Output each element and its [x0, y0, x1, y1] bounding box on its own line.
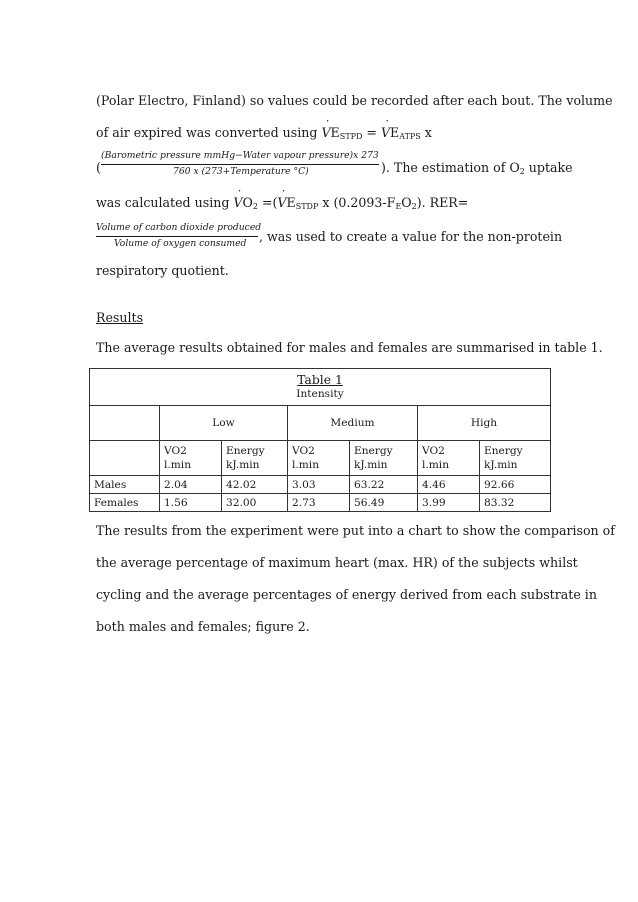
col-energy-line1: Energy	[484, 445, 523, 457]
results-intro: The average results obtained for males and females are summarised in table 1.	[96, 340, 603, 355]
paragraph-line-5-post: , was used to create a value for the non-protein	[259, 229, 563, 244]
table-cell: 4.46	[418, 476, 480, 494]
table-title: Table 1	[297, 372, 343, 387]
subscript: 2	[411, 202, 417, 211]
fraction-1-bar	[101, 164, 379, 165]
col-energy-line2: kJ.min	[354, 459, 388, 471]
table-cell: 92.66	[480, 476, 551, 494]
fraction-2-denominator: Volume of oxygen consumed	[114, 238, 247, 249]
table-cell: 83.32	[480, 494, 551, 512]
text-segment: O	[401, 195, 412, 210]
text-segment: was calculated using	[96, 195, 234, 210]
table-cell: 63.22	[350, 476, 418, 494]
paragraph-line-2	[96, 125, 432, 141]
text-segment: O	[242, 195, 253, 210]
table-cell: 3.99	[418, 494, 480, 512]
closing-line-4: both males and females; figure 2.	[96, 619, 310, 634]
col-energy-line1: Energy	[354, 445, 393, 457]
table-cell: 3.03	[288, 476, 350, 494]
v-dot-symbol: V ˙	[277, 195, 286, 211]
subscript: E	[395, 202, 402, 211]
text-segment: of air expired was converted using	[96, 125, 322, 140]
text-segment: E	[330, 125, 340, 140]
col-vo2-high: VO2 l.min	[418, 441, 480, 476]
table-subheader-blank	[90, 441, 160, 476]
text-segment: x (0.2093-F	[318, 195, 396, 210]
table-cell: 1.56	[160, 494, 222, 512]
fraction-1-denominator: 760 x (273+Temperature °C)	[173, 166, 309, 177]
col-energy-medium	[350, 441, 418, 476]
table-cell: 2.04	[160, 476, 222, 494]
subscript: STPD	[339, 132, 363, 141]
level-medium: Medium	[288, 406, 418, 441]
table-corner-cell	[90, 406, 160, 441]
row-label: Females	[90, 494, 160, 512]
subscript: 2	[519, 167, 525, 176]
subscript: STDP	[295, 202, 319, 211]
table-subheader-row	[90, 441, 551, 476]
paragraph-line-3-open: (	[96, 160, 101, 175]
col-energy-line1: Energy	[226, 445, 265, 457]
closing-line-1: The results from the experiment were put into a chart to show the comparison of	[96, 523, 615, 538]
col-energy-line2: kJ.min	[484, 459, 518, 471]
subscript: ATPS	[399, 132, 421, 141]
col-energy-line2: kJ.min	[226, 459, 260, 471]
closing-line-3: cycling and the average percentages of energy derived from each substrate in	[96, 587, 597, 602]
table-title-cell	[90, 369, 551, 406]
table-cell: 2.73	[288, 494, 350, 512]
col-vo2-medium: VO2 l.min	[288, 441, 350, 476]
table-cell: 42.02	[222, 476, 288, 494]
text-segment: ). The estimation of O	[381, 160, 520, 175]
text-segment: =(	[257, 195, 278, 210]
closing-line-2: the average percentage of maximum heart (max. HR) of the subjects whilst	[96, 555, 578, 570]
v-dot-symbol: V ˙	[381, 125, 390, 141]
paragraph-line-4	[96, 195, 468, 211]
fraction-2-bar	[96, 236, 258, 237]
text-segment: uptake	[524, 160, 573, 175]
table-row	[90, 494, 551, 512]
text-segment: E	[286, 195, 296, 210]
col-vo2-low: VO2 l.min	[160, 441, 222, 476]
paragraph-line-1: (Polar Electro, Finland) so values could be recorded after each bout. The volume	[96, 93, 613, 108]
table-cell: 56.49	[350, 494, 418, 512]
table-level-row	[90, 406, 551, 441]
level-low: Low	[160, 406, 288, 441]
text-segment: x	[420, 125, 432, 140]
level-high: High	[418, 406, 551, 441]
col-energy-low	[222, 441, 288, 476]
table-subtitle: Intensity	[296, 388, 344, 400]
row-label: Males	[90, 476, 160, 494]
v-dot-symbol: V ˙	[233, 195, 242, 211]
text-segment: E	[390, 125, 400, 140]
table-row	[90, 476, 551, 494]
v-dot-symbol: V ˙	[321, 125, 330, 141]
table-cell: 32.00	[222, 494, 288, 512]
fraction-2-numerator: Volume of carbon dioxide produced	[96, 222, 262, 233]
paragraph-line-3-post	[381, 160, 573, 176]
results-heading: Results	[96, 310, 144, 325]
fraction-1-numerator: (Barometric pressure mmHg−Water vapour pressure)x 273	[101, 150, 379, 161]
col-energy-high	[480, 441, 551, 476]
text-segment: ). RER=	[416, 195, 469, 210]
subscript: 2	[252, 202, 258, 211]
paragraph-line-6: respiratory quotient.	[96, 263, 229, 278]
text-segment: =	[362, 125, 381, 140]
table-title-row	[90, 369, 551, 406]
results-table	[89, 368, 551, 512]
